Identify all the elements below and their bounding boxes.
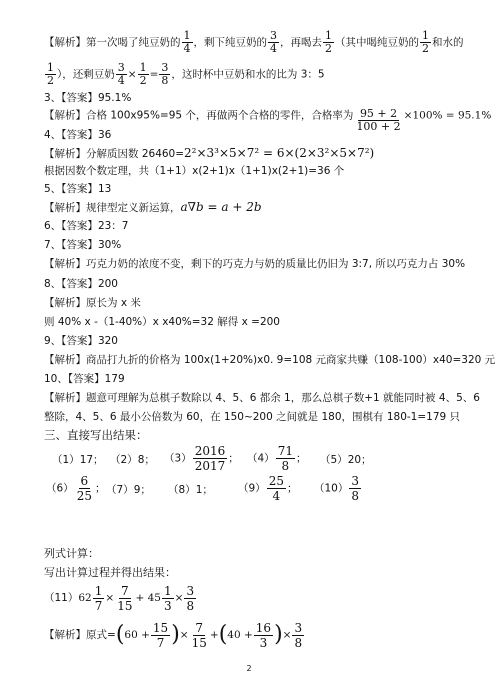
line-milk-1 bbox=[44, 30, 464, 55]
q4-analysis: 【解析】分解质因数 26460=2²×3³×5×7² = 6×(2×3²×5×7²) bbox=[44, 146, 375, 160]
q10-answer: 10、【答案】179 bbox=[44, 373, 125, 385]
q3-answer: 3、【答案】95.1% bbox=[44, 92, 132, 104]
result-7: （7）9； bbox=[106, 484, 151, 496]
result-8: （8）1； bbox=[168, 484, 213, 496]
result-9: （9） $\frac{25}{4}$ ； bbox=[238, 474, 298, 503]
q4-answer: 4、【答案】36 bbox=[44, 129, 112, 141]
result-6: （6） $\frac{6}{25}$ ； bbox=[46, 474, 106, 503]
q4-line2: 根据因数个数定理，共（1+1）x(2+1)x（1+1)x(2+1)=36 个 bbox=[44, 165, 345, 177]
fraction: $\frac{3}{4}$ bbox=[270, 29, 277, 55]
text: 和水的 bbox=[432, 36, 464, 49]
q5-analysis: 【解析】规律型定义新运算，a∇b = a + 2b bbox=[44, 200, 262, 214]
q10-line2: 整除，4、5、6 最小公倍数为 60，在 150~200 之间就是 180，围棋有 180-1=179 只 bbox=[44, 411, 461, 423]
fraction: $\frac{1}{2}$ bbox=[139, 61, 147, 87]
result-10: （10） $\frac{3}{8}$ bbox=[314, 474, 360, 503]
fraction: $\frac{1}{4}$ bbox=[183, 29, 191, 55]
q3-analysis: 【解析】合格 100x95%=95 个，再做两个合格的零件，合格率为 $\frac{95 + 2}{100 + 2}$ ×100% = 95.1% bbox=[44, 107, 492, 133]
section-heading: 三、直接写出结果： bbox=[44, 428, 148, 442]
fraction: $\frac{1}{2}$ bbox=[47, 61, 54, 87]
text: ，再喝去 bbox=[280, 36, 322, 49]
tag-jiexi: 【解析】 bbox=[44, 36, 86, 49]
q11-solution: 【解析】原式=(60 + $\frac{15}{7}$ )× $\frac{7}{15}$ +(40 + $\frac{16}{3}$ )× $\frac{3}{8}$ bbox=[44, 620, 303, 650]
times-sign: × bbox=[127, 68, 137, 81]
text: ），还剩豆奶 bbox=[57, 68, 115, 81]
q8-answer: 8、【答案】200 bbox=[44, 278, 118, 290]
fraction: $\frac{3}{8}$ bbox=[161, 61, 169, 87]
q9-analysis: 【解析】商品打九折的价格为 100x(1+20%)x0. 9=108 元商家共赚（108-100）x40=320 元 bbox=[44, 354, 496, 366]
page-number: 2 bbox=[246, 664, 252, 673]
fraction: $\frac{95 + 2}{100 + 2}$ bbox=[356, 107, 401, 133]
text: （其中喝纯豆奶的 bbox=[335, 36, 419, 49]
q5-answer: 5、【答案】13 bbox=[44, 183, 112, 195]
q9-answer: 9、【答案】320 bbox=[44, 335, 118, 347]
line-milk-2 bbox=[44, 62, 325, 87]
q10-analysis: 【解析】题意可理解为总棋子数除以 4、5、6 都余 1，那么总棋子数+1 就能同时被 4、5、6 bbox=[44, 392, 480, 404]
result-3: （3） $\frac{2016}{2017}$ ； bbox=[164, 444, 239, 473]
result-5: （5）20； bbox=[320, 454, 372, 466]
result-4: （4） $\frac{71}{8}$ ； bbox=[247, 444, 307, 473]
text: ，剩下纯豆奶的 bbox=[193, 36, 267, 49]
fraction: $\frac{1}{2}$ bbox=[422, 29, 429, 55]
text: ，这时杯中豆奶和水的比为 3：5 bbox=[171, 68, 325, 81]
calc-subtitle: 写出计算过程并得出结果： bbox=[44, 566, 176, 579]
q8-analysis: 【解析】原长为 x 米 bbox=[44, 297, 141, 309]
calc-title: 列式计算： bbox=[44, 547, 99, 560]
text: 第一次喝了纯豆奶的 bbox=[86, 36, 181, 49]
fraction: $\frac{1}{2}$ bbox=[325, 29, 332, 55]
result-2: （2）8； bbox=[110, 454, 155, 466]
result-1: （1）17； bbox=[52, 454, 104, 466]
q6-answer: 6、【答案】23：7 bbox=[44, 220, 129, 232]
q7-analysis: 【解析】巧克力奶的浓度不变，剩下的巧克力与奶的质量比仍旧为 3:7, 所以巧克力占 30% bbox=[44, 258, 466, 270]
equals-sign: = bbox=[149, 68, 159, 81]
q8-line2: 则 40% x -（1-40%）x x40%=32 解得 x =200 bbox=[44, 316, 280, 328]
q7-answer: 7、【答案】30% bbox=[44, 239, 122, 251]
fraction: $\frac{3}{4}$ bbox=[117, 61, 125, 87]
q11-expression: （11）62 $\frac{1}{7}$ × $\frac{7}{15}$ + 45 $\frac{1}{3}$ × $\frac{3}{8}$ bbox=[44, 583, 195, 613]
